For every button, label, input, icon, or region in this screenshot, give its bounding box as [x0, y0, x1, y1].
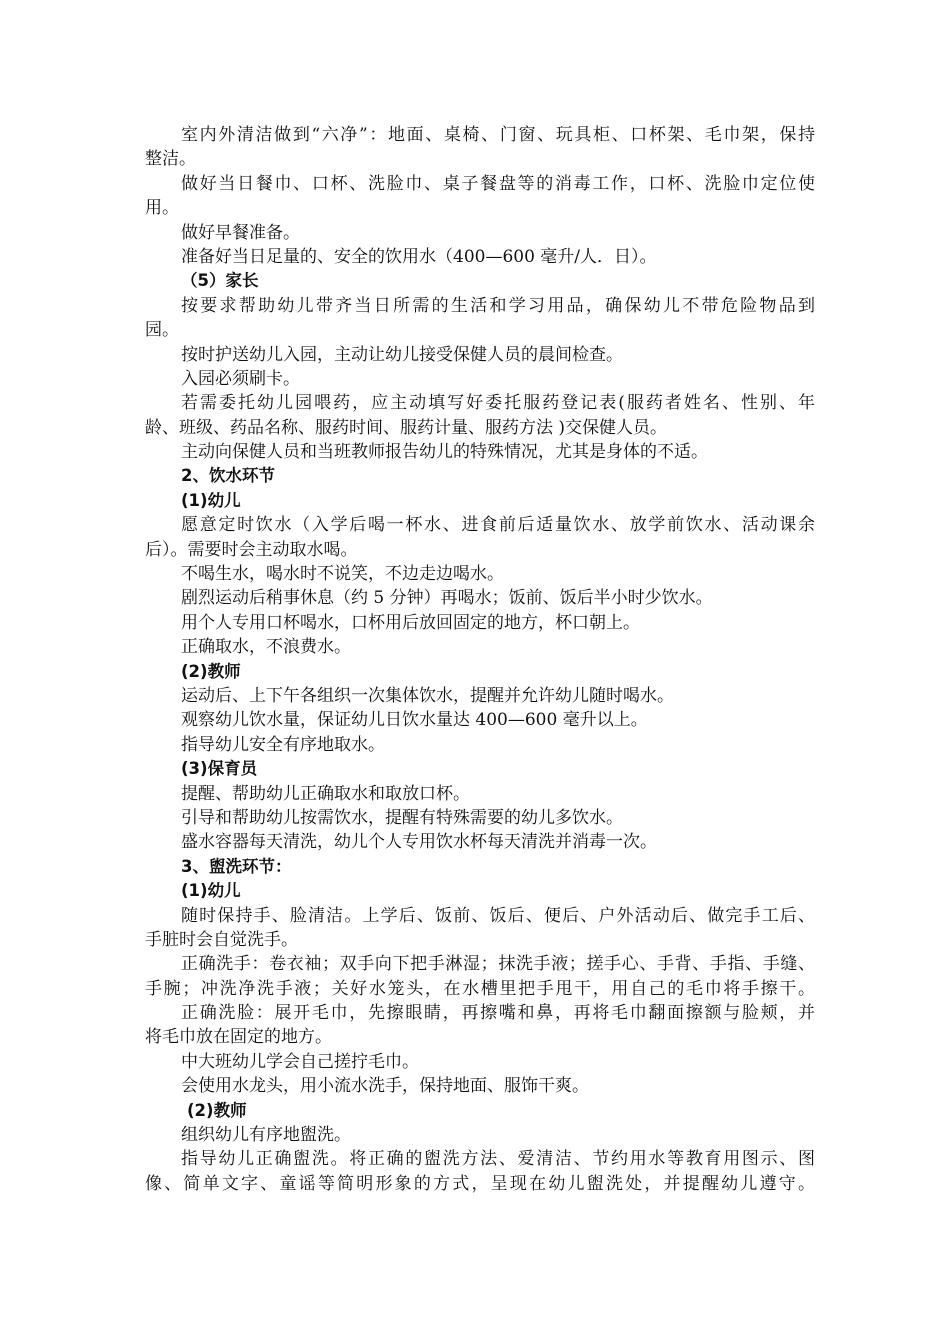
section-heading: 3、盥洗环节： — [181, 856, 292, 876]
paragraph-line: 做好早餐准备。 — [181, 222, 300, 243]
document-page — [145, 123, 815, 1196]
paragraph-line: 正确洗手：卷衣袖；双手向下把手淋湿；抹洗手液；搓手心、手背、手指、手缝、 — [181, 954, 815, 975]
subsection-heading: (3)保育员 — [181, 759, 258, 779]
paragraph-line: 正确取水，不浪费水。 — [181, 637, 351, 658]
paragraph-line: 整洁。 — [145, 149, 196, 170]
paragraph-line: 会使用水龙头，用小流水洗手，保持地面、服饰干爽。 — [181, 1076, 589, 1097]
paragraph-line: 盛水容器每天清洗，幼儿个人专用饮水杯每天清洗并消毒一次。 — [181, 832, 657, 853]
paragraph-line: 做好当日餐巾、口杯、洗脸巾、桌子餐盘等的消毒工作，口杯、洗脸巾定位使 — [181, 173, 815, 194]
section-heading: 2、饮水环节 — [181, 466, 275, 486]
paragraph-line: 后）。需要时会主动取水喝。 — [145, 539, 358, 560]
paragraph-line: 手腕；冲洗净洗手液；关好水笼头，在水槽里把手甩干，用自己的毛巾将手擦干。 — [145, 978, 815, 999]
paragraph-line: 引导和帮助幼儿按需饮水，提醒有特殊需要的幼儿多饮水。 — [181, 807, 623, 828]
paragraph-line: 正确洗脸：展开毛巾，先擦眼睛，再擦嘴和鼻，再将毛巾翻面擦额与脸颊，并 — [181, 1003, 815, 1024]
subsection-heading: (2)教师 — [187, 1100, 247, 1120]
paragraph-line: 用。 — [145, 198, 179, 219]
paragraph-line: 将毛巾放在固定的地方。 — [145, 1027, 332, 1048]
paragraph-line: 主动向保健人员和当班教师报告幼儿的特殊情况，尤其是身体的不适。 — [181, 442, 708, 463]
section-heading: （5）家长 — [181, 271, 259, 291]
paragraph-line: 像、简单文字、童谣等简明形象的方式，呈现在幼儿盥洗处，并提醒幼儿遵守。 — [145, 1173, 815, 1194]
paragraph-line: 提醒、帮助幼儿正确取水和取放口杯。 — [181, 783, 470, 804]
paragraph-line: 随时保持手、脸清洁。上学后、饭前、饭后、便后、户外活动后、做完手工后、 — [181, 905, 815, 926]
paragraph-line: 愿意定时饮水（入学后喝一杯水、进食前后适量饮水、放学前饮水、活动课余 — [181, 515, 815, 536]
paragraph-line: 观察幼儿饮水量，保证幼儿日饮水量达 400—600 毫升以上。 — [181, 710, 648, 731]
paragraph-line: 用个人专用口杯喝水，口杯用后放回固定的地方，杯口朝上。 — [181, 612, 640, 633]
subsection-heading: (1)幼儿 — [181, 490, 241, 510]
paragraph-line: 不喝生水，喝水时不说笑，不边走边喝水。 — [181, 564, 504, 585]
paragraph-line: 指导幼儿安全有序地取水。 — [181, 734, 385, 755]
paragraph-line: 若需委托幼儿园喂药，应主动填写好委托服药登记表(服药者姓名、性别、年 — [181, 393, 815, 414]
paragraph-line: 龄、班级、药品名称、服药时间、服药计量、服药方法 )交保健人员。 — [145, 417, 668, 438]
paragraph-line: 入园必须刷卡。 — [181, 368, 300, 389]
paragraph-line: 园。 — [145, 320, 179, 341]
paragraph-line: 指导幼儿正确盥洗。将正确的盥洗方法、爱清洁、节约用水等教育用图示、图 — [181, 1149, 815, 1170]
paragraph-line: 中大班幼儿学会自己搓拧毛巾。 — [181, 1051, 419, 1072]
subsection-heading: (1)幼儿 — [181, 881, 241, 901]
paragraph-line: 室内外清洁做到“六净”：地面、桌椅、门窗、玩具柜、口杯架、毛巾架，保持 — [181, 125, 815, 145]
paragraph-line: 组织幼儿有序地盥洗。 — [181, 1125, 351, 1146]
paragraph-line: 按要求帮助幼儿带齐当日所需的生活和学习用品，确保幼儿不带危险物品到 — [181, 295, 815, 316]
subsection-heading: (2)教师 — [181, 661, 241, 681]
paragraph-line: 准备好当日足量的、安全的饮用水（400—600 毫升/人．日）。 — [181, 246, 657, 267]
paragraph-line: 剧烈运动后稍事休息（约 5 分钟）再喝水；饭前、饭后半小时少饮水。 — [181, 588, 713, 609]
paragraph-line: 手脏时会自觉洗手。 — [145, 929, 298, 950]
paragraph-line: 运动后、上下午各组织一次集体饮水，提醒并允许幼儿随时喝水。 — [181, 685, 674, 706]
paragraph-line: 按时护送幼儿入园，主动让幼儿接受保健人员的晨间检查。 — [181, 344, 623, 365]
